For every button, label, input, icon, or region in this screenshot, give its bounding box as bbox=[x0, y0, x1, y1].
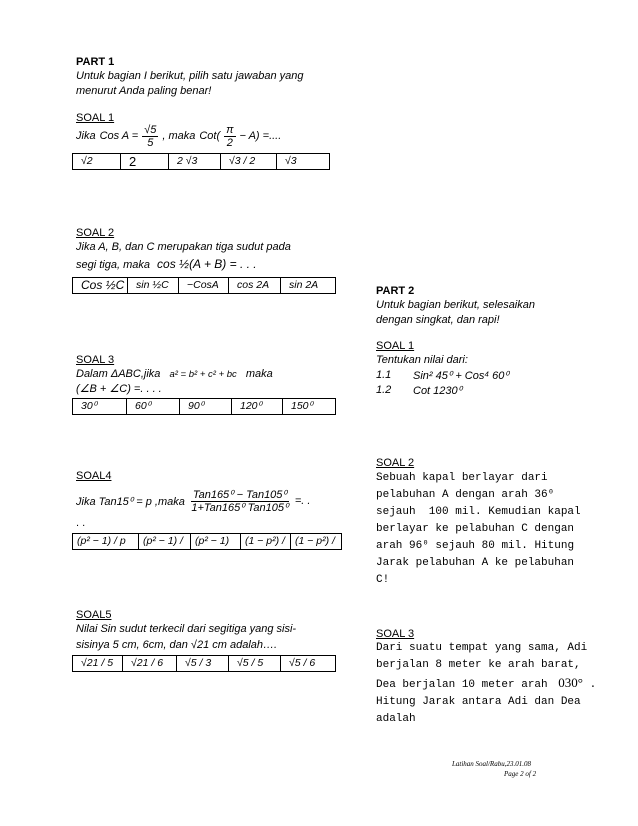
part1-instruction-line2: menurut Anda paling benar! bbox=[76, 85, 212, 97]
soal5-option-d[interactable]: √5 / 5 bbox=[229, 656, 281, 671]
soal1-pi-fraction bbox=[224, 124, 235, 149]
soal4-fraction bbox=[191, 489, 289, 514]
soal1-option-c[interactable]: 2 √3 bbox=[169, 154, 221, 169]
soal1-option-b[interactable]: 2 bbox=[121, 154, 169, 169]
soal1-fraction bbox=[142, 124, 158, 149]
footer-page-number: Page 2 of 2 bbox=[504, 770, 537, 778]
soal4-options bbox=[72, 533, 342, 550]
soal1-options bbox=[72, 153, 330, 170]
part2-soal2-line: arah 96⁰ sejauh 80 mil. Hitung bbox=[376, 540, 575, 552]
soal1-frac-den: 5 bbox=[147, 136, 154, 149]
soal1-pi-num: π bbox=[226, 123, 234, 136]
part2-soal3-dot: . bbox=[589, 679, 597, 691]
part2-soal2-line: Sebuah kapal berlayar dari bbox=[376, 472, 548, 484]
soal1-pi-den: 2 bbox=[226, 136, 233, 149]
soal1-option-a[interactable]: √2 bbox=[73, 154, 121, 169]
soal2-option-c[interactable]: −CosA bbox=[179, 278, 229, 293]
soal3-option-a[interactable]: 30⁰ bbox=[73, 399, 127, 414]
soal4-tail: =. . bbox=[294, 495, 311, 507]
part2-soal3-line: Hitung Jarak antara Adi dan Dea bbox=[376, 696, 581, 708]
soal5-option-a[interactable]: √21 / 5 bbox=[73, 656, 123, 671]
part2-item2-number: 1.2 bbox=[376, 384, 392, 396]
soal1-jika: Jika bbox=[76, 130, 96, 142]
soal3-option-c[interactable]: 90⁰ bbox=[180, 399, 232, 414]
soal1-question bbox=[76, 122, 281, 150]
part2-soal3-heading: SOAL 3 bbox=[376, 628, 415, 640]
soal5-option-c[interactable]: √5 / 3 bbox=[177, 656, 229, 671]
soal1-maka: , maka bbox=[162, 130, 196, 142]
soal3-equation: a² = b² + c² + bc bbox=[169, 369, 237, 380]
soal4-question bbox=[76, 486, 310, 516]
soal1-minus-a: − A) =.... bbox=[239, 130, 282, 142]
part2-soal2-line: pelabuhan A dengan arah 36⁰ bbox=[376, 489, 555, 501]
part2-soal3-line: Dea berjalan 10 meter arah bbox=[376, 679, 548, 691]
soal4-jika: Jika Tan15⁰ = p ,maka bbox=[76, 495, 185, 508]
part2-soal3-text bbox=[376, 640, 596, 728]
soal5-line2: sisinya 5 cm, 6cm, dan √21 cm adalah…. bbox=[76, 639, 278, 651]
part2-soal2-line: Jarak pelabuhan A ke pelabuhan bbox=[376, 557, 575, 569]
soal1-cos-a: Cos A = bbox=[99, 130, 139, 142]
soal4-option-b[interactable]: (p² − 1) / bbox=[139, 534, 191, 549]
part2-instruction-line2: dengan singkat, dan rapi! bbox=[376, 314, 500, 326]
soal3-option-e[interactable]: 150⁰ bbox=[291, 400, 313, 412]
soal5-option-e[interactable]: √5 / 6 bbox=[289, 657, 316, 669]
part2-soal1-heading: SOAL 1 bbox=[376, 340, 415, 352]
soal3-options bbox=[72, 398, 336, 415]
part2-soal3-bearing: 030° bbox=[558, 675, 583, 690]
soal3-heading: SOAL 3 bbox=[76, 354, 115, 366]
soal3-option-b[interactable]: 60⁰ bbox=[127, 399, 180, 414]
part2-soal1-intro: Tentukan nilai dari: bbox=[376, 354, 468, 366]
part1-instruction-line1: Untuk bagian I berikut, pilih satu jawaban yang bbox=[76, 70, 304, 82]
soal1-cot: Cot( bbox=[199, 130, 221, 142]
part2-item1-number: 1.1 bbox=[376, 369, 392, 381]
part2-soal2-line: berlayar ke pelabuhan C dengan bbox=[376, 523, 575, 535]
part2-soal3-line: adalah bbox=[376, 713, 416, 725]
part2-soal2-text bbox=[376, 470, 581, 589]
soal2-option-a[interactable]: Cos ½C bbox=[73, 278, 128, 293]
soal2-line2 bbox=[76, 257, 257, 271]
soal3-line2: (∠B + ∠C) =. . . . bbox=[76, 383, 162, 395]
soal1-heading: SOAL 1 bbox=[76, 112, 115, 124]
soal4-dots: . . bbox=[76, 517, 86, 529]
soal4-option-a[interactable]: (p² − 1) / p bbox=[73, 534, 139, 549]
soal2-line2-prefix: segi tiga, maka bbox=[76, 259, 150, 271]
footer-line1: Latihan Soal/Rabu,23.01.08 bbox=[452, 760, 531, 768]
soal4-option-d[interactable]: (1 − p²) / bbox=[241, 534, 291, 549]
part2-instruction-line1: Untuk bagian berikut, selesaikan bbox=[376, 299, 535, 311]
soal4-frac-num: Tan165⁰ − Tan105⁰ bbox=[192, 488, 287, 501]
soal5-options bbox=[72, 655, 336, 672]
part2-soal2-line: C! bbox=[376, 574, 390, 586]
soal2-heading: SOAL 2 bbox=[76, 227, 115, 239]
soal5-option-b[interactable]: √21 / 6 bbox=[123, 656, 177, 671]
soal2-line1: Jika A, B, dan C merupakan tiga sudut pada bbox=[76, 241, 291, 253]
soal2-expression: cos ½(A + B) = . . . bbox=[157, 257, 257, 271]
soal5-line1: Nilai Sin sudut terkecil dari segitiga yang sisi- bbox=[76, 623, 297, 635]
part2-soal3-line: berjalan 8 meter ke arah barat, bbox=[376, 659, 581, 671]
part2-soal2-line: sejauh 100 mil. Kemudian kapal bbox=[376, 506, 581, 518]
soal2-option-e[interactable]: sin 2A bbox=[289, 279, 319, 291]
soal4-option-e[interactable]: (1 − p²) / bbox=[295, 535, 335, 547]
soal3-line1 bbox=[76, 368, 273, 380]
part2-item2-expression: Cot 1230⁰ bbox=[413, 385, 463, 397]
soal3-option-d[interactable]: 120⁰ bbox=[232, 399, 283, 414]
part1-heading: PART 1 bbox=[76, 56, 115, 68]
soal4-heading: SOAL4 bbox=[76, 470, 112, 482]
soal3-line1-prefix: Dalam ΔABC,jika bbox=[76, 368, 161, 380]
soal4-option-c[interactable]: (p² − 1) bbox=[191, 534, 241, 549]
soal2-option-d[interactable]: cos 2A bbox=[229, 278, 281, 293]
soal1-option-d[interactable]: √3 / 2 bbox=[221, 154, 277, 169]
part2-heading: PART 2 bbox=[376, 285, 415, 297]
soal1-option-e[interactable]: √3 bbox=[285, 155, 297, 167]
soal5-heading: SOAL5 bbox=[76, 609, 112, 621]
part2-soal3-line-with-bearing bbox=[376, 674, 596, 694]
part2-item1-expression: Sin² 45⁰ + Cos⁴ 60⁰ bbox=[413, 370, 509, 382]
soal3-maka: maka bbox=[245, 368, 273, 380]
part2-soal2-heading: SOAL 2 bbox=[376, 457, 415, 469]
soal4-frac-den: 1+Tan165⁰ Tan105⁰ bbox=[191, 501, 289, 514]
soal1-frac-num: √5 bbox=[144, 123, 157, 136]
soal2-option-b[interactable]: sin ½C bbox=[128, 278, 179, 293]
soal2-options bbox=[72, 277, 336, 294]
part2-soal3-line: Dari suatu tempat yang sama, Adi bbox=[376, 642, 588, 654]
